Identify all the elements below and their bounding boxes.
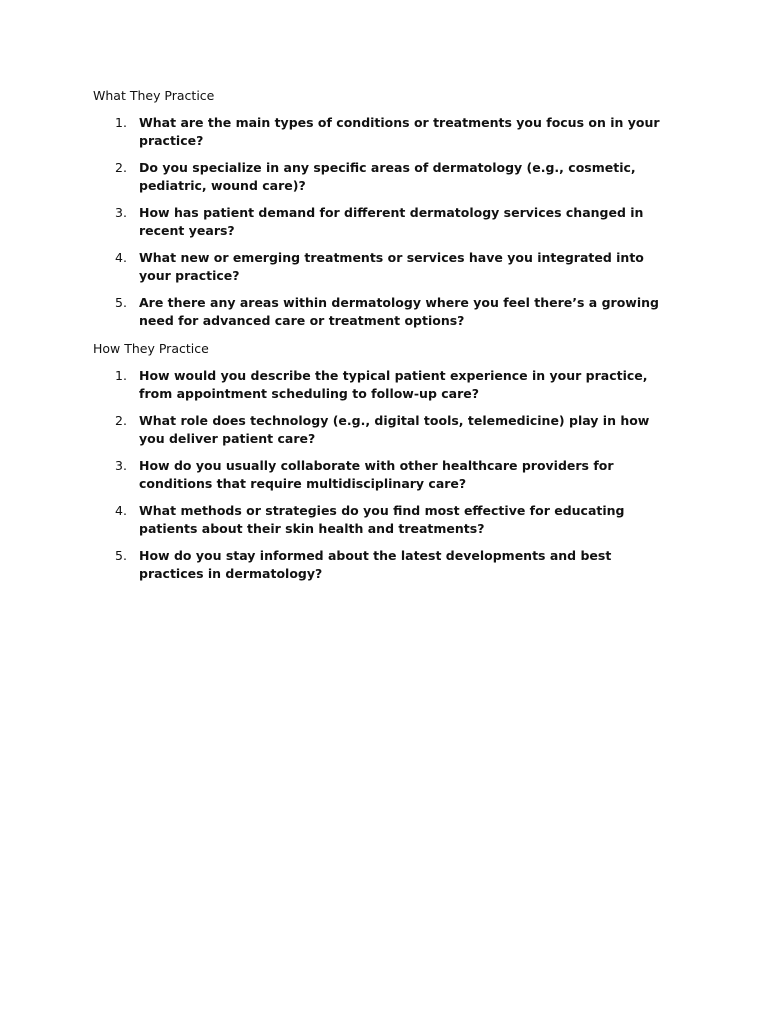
question-text: How do you usually collaborate with other healthcare providers for conditions that require multidisciplinary care? (139, 458, 614, 491)
section-heading: How They Practice (93, 341, 209, 356)
list-number: 1. (115, 368, 127, 383)
list-item (93, 114, 693, 149)
list-number: 3. (115, 458, 127, 473)
list-item (93, 249, 693, 284)
question-text: What new or emerging treatments or services have you integrated into your practice? (139, 250, 644, 283)
question-text: What role does technology (e.g., digital tools, telemedicine) play in how you deliver patient care? (139, 413, 650, 446)
list-item (93, 159, 693, 194)
question-list (93, 367, 693, 582)
question-text: Do you specialize in any specific areas of dermatology (e.g., cosmetic, pediatric, wound care)? (139, 160, 636, 193)
list-item (93, 367, 693, 402)
list-number: 3. (115, 205, 127, 220)
list-item (93, 547, 693, 582)
list-number: 5. (115, 295, 127, 310)
list-number: 2. (115, 160, 127, 175)
question-text: What are the main types of conditions or treatments you focus on in your practice? (139, 115, 660, 148)
list-number: 1. (115, 115, 127, 130)
section-heading: What They Practice (93, 88, 215, 103)
list-number: 2. (115, 413, 127, 428)
list-item (93, 204, 693, 239)
list-item (93, 294, 693, 329)
document-body (93, 87, 693, 593)
list-item (93, 412, 693, 447)
question-list (93, 114, 693, 329)
list-number: 4. (115, 250, 127, 265)
list-number: 4. (115, 503, 127, 518)
list-number: 5. (115, 548, 127, 563)
list-item (93, 502, 693, 537)
question-text: How has patient demand for different dermatology services changed in recent years? (139, 205, 644, 238)
section-what-they-practice (93, 87, 693, 329)
question-text: How would you describe the typical patient experience in your practice, from appointment scheduling to follow-up care? (139, 368, 648, 401)
list-item (93, 457, 693, 492)
question-text: How do you stay informed about the latest developments and best practices in dermatology? (139, 548, 612, 581)
section-how-they-practice (93, 340, 693, 582)
question-text: What methods or strategies do you find most effective for educating patients about their skin health and treatments? (139, 503, 625, 536)
question-text: Are there any areas within dermatology where you feel there’s a growing need for advanced care or treatment options? (139, 295, 659, 328)
